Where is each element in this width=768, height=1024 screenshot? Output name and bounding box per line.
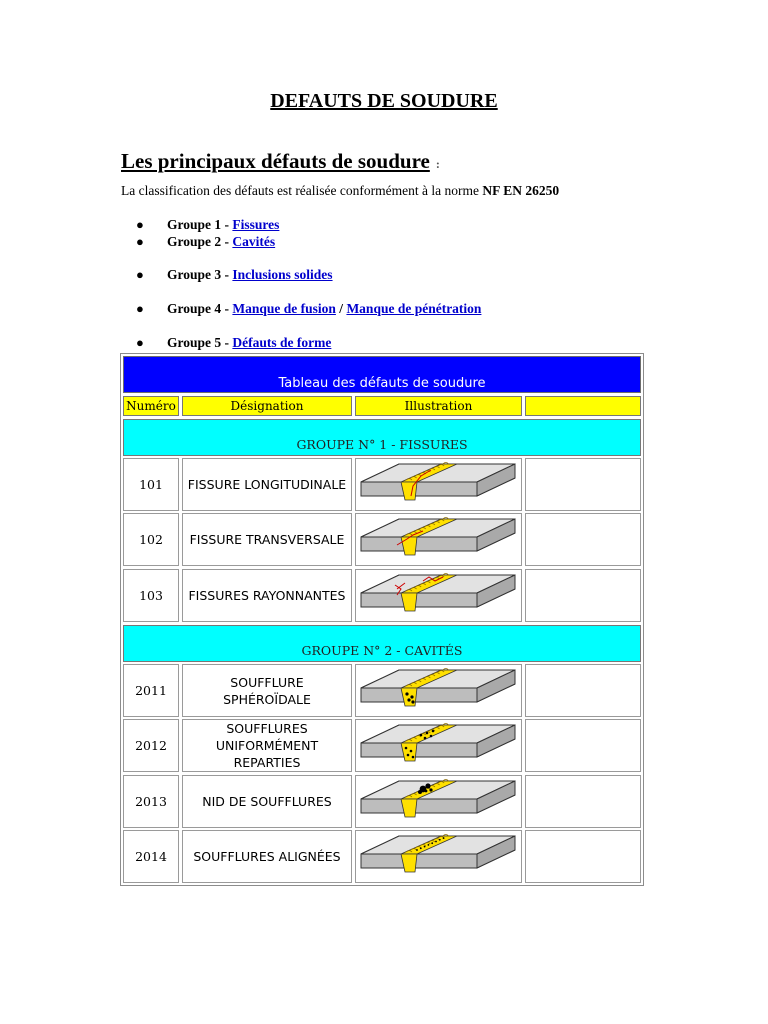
blowhole-dot <box>425 783 430 788</box>
row-extra-cell <box>525 775 641 828</box>
blowhole-dot <box>435 840 437 842</box>
norm-reference: NF EN 26250 <box>482 183 560 198</box>
link-inclusions-solides[interactable]: Inclusions solides <box>232 267 333 282</box>
blowhole-dot <box>411 755 414 758</box>
plate-front <box>361 537 477 551</box>
plate-front <box>361 854 477 868</box>
bullet-icon: ● <box>136 234 144 249</box>
row-number: 103 <box>123 569 179 622</box>
bullet-icon: ● <box>136 267 144 282</box>
bullet-icon: ● <box>136 335 144 350</box>
header-extra <box>525 396 641 416</box>
blowhole-dot <box>406 753 409 756</box>
bullet-icon: ● <box>136 217 144 232</box>
table-title: Tableau des défauts de soudure <box>123 356 641 393</box>
blowhole-dot <box>429 734 432 737</box>
link-defauts-de-forme[interactable]: Défauts de forme <box>232 335 332 350</box>
weld-bead-section <box>401 854 417 872</box>
plate-front <box>361 482 477 496</box>
row-extra-cell <box>525 830 641 883</box>
group-row-fissures: GROUPE N° 1 - FISSURES <box>123 419 641 456</box>
row-number: 101 <box>123 458 179 511</box>
row-extra-cell <box>525 569 641 622</box>
link-manque-de-penetration[interactable]: Manque de pénétration <box>346 301 482 316</box>
intro-text: La classification des défauts est réalisée conformément à la norme <box>121 183 483 198</box>
link-cavites[interactable]: Cavités <box>232 234 276 249</box>
section-title <box>121 147 440 178</box>
blowhole-dot <box>442 837 444 839</box>
link-separator: / <box>335 301 347 316</box>
weld-bead-section <box>401 688 417 706</box>
blowhole-dot <box>411 700 414 703</box>
row-number: 2012 <box>123 719 179 772</box>
transverse-crack-illustration <box>359 515 519 565</box>
weld-bead-section <box>401 537 417 555</box>
blowhole-dot <box>423 845 425 847</box>
blowhole-dot <box>416 849 418 851</box>
plate-front <box>361 688 477 702</box>
link-manque-de-fusion[interactable]: Manque de fusion <box>232 301 336 316</box>
row-number: 2011 <box>123 664 179 717</box>
blowhole-dot <box>404 746 407 749</box>
group-label: Groupe 4 - <box>167 301 233 316</box>
section-title-text: Les principaux défauts de soudure <box>121 149 430 173</box>
row-extra-cell <box>525 719 641 772</box>
row-number: 2014 <box>123 830 179 883</box>
blowhole-dot <box>418 790 422 794</box>
row-number: 102 <box>123 513 179 566</box>
link-fissures[interactable]: Fissures <box>232 217 280 232</box>
blowhole-dot <box>405 692 408 695</box>
row-designation: FISSURES RAYONNANTES <box>182 569 352 622</box>
blowhole-cluster-illustration <box>359 777 519 827</box>
blowhole-dot <box>423 736 426 739</box>
blowhole-dot <box>431 842 433 844</box>
section-title-colon: : <box>435 157 440 171</box>
row-designation: FISSURE TRANSVERSALE <box>182 513 352 566</box>
row-extra-cell <box>525 664 641 717</box>
row-illustration <box>355 775 522 828</box>
intro-paragraph <box>121 182 559 200</box>
blowhole-dot <box>419 733 422 736</box>
group-label: Groupe 1 - <box>167 217 233 232</box>
weld-bead-section <box>401 799 417 817</box>
radiating-cracks-illustration <box>359 571 519 621</box>
blowhole-dot <box>438 838 440 840</box>
plate-front <box>361 743 477 757</box>
longitudinal-crack-illustration <box>359 460 519 510</box>
weld-bead-section <box>401 593 417 611</box>
row-designation: SOUFFLURES UNIFORMÉMENT REPARTIES <box>182 719 352 772</box>
header-numero: Numéro <box>123 396 179 416</box>
blowhole-dot <box>409 749 412 752</box>
row-illustration <box>355 664 522 717</box>
row-illustration <box>355 458 522 511</box>
group-label: Groupe 3 - <box>167 267 233 282</box>
page-title: DEFAUTS DE SOUDURE <box>270 90 498 112</box>
row-illustration <box>355 569 522 622</box>
aligned-blowholes-illustration <box>359 832 519 882</box>
blowhole-dot <box>429 788 432 791</box>
header-illustration: Illustration <box>355 396 522 416</box>
blowhole-dot <box>407 698 410 701</box>
row-extra-cell <box>525 458 641 511</box>
plate-front <box>361 799 477 813</box>
row-designation: SOUFFLURES ALIGNÉES <box>182 830 352 883</box>
header-designation: Désignation <box>182 396 352 416</box>
defects-table <box>120 353 644 886</box>
blowhole-dot <box>425 731 428 734</box>
bullet-icon: ● <box>136 301 144 316</box>
blowhole-dot <box>431 729 434 732</box>
weld-bead-section <box>401 743 417 761</box>
row-illustration <box>355 830 522 883</box>
row-designation: SOUFFLURE SPHÉROÏDALE <box>182 664 352 717</box>
blowhole-dot <box>410 695 413 698</box>
group-label: Groupe 2 - <box>167 234 233 249</box>
row-illustration <box>355 719 522 772</box>
row-designation: FISSURE LONGITUDINALE <box>182 458 352 511</box>
group-label: Groupe 5 - <box>167 335 233 350</box>
row-extra-cell <box>525 513 641 566</box>
distributed-blowholes-illustration <box>359 721 519 771</box>
row-number: 2013 <box>123 775 179 828</box>
row-designation: NID DE SOUFFLURES <box>182 775 352 828</box>
spheroidal-blowhole-illustration <box>359 666 519 716</box>
row-illustration <box>355 513 522 566</box>
group-row-cavites: GROUPE N° 2 - CAVITÉS <box>123 625 641 662</box>
plate-front <box>361 593 477 607</box>
blowhole-dot <box>419 847 421 849</box>
blowhole-dot <box>427 844 429 846</box>
blowhole-dot <box>424 789 427 792</box>
